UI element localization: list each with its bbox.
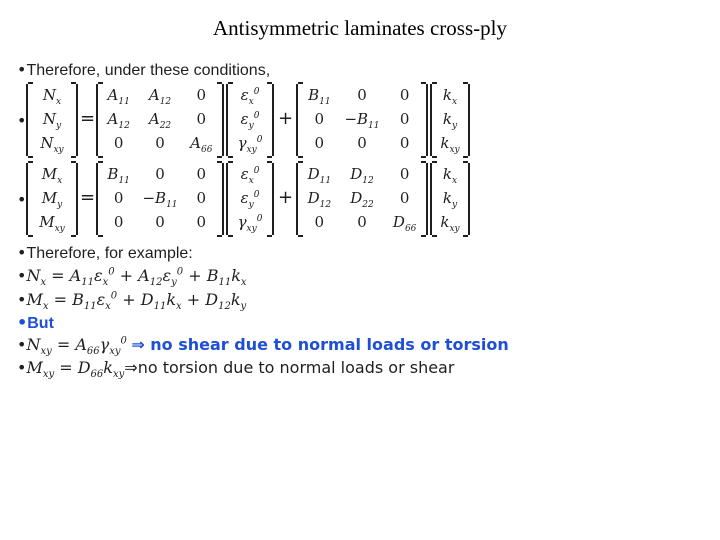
- example-intro-line: •Therefore, for example:: [17, 243, 193, 262]
- matrix-cell: 0: [113, 189, 124, 207]
- matrix-cell: $\varepsilon_y^0$: [240, 110, 260, 131]
- matrix-cell: $A_{22}$: [148, 110, 172, 131]
- matrix-cell: $D_{12}$: [307, 189, 332, 210]
- matrix-cell: $k_x$: [442, 165, 458, 186]
- force-vector-matrix: [26, 84, 78, 156]
- matrix-cell: 0: [357, 86, 367, 104]
- matrix-cell: $M_x$: [41, 165, 63, 186]
- a-matrix: [96, 84, 224, 156]
- matrix-cell: 0: [399, 165, 410, 183]
- matrix-cell: $B_{11}$: [308, 86, 331, 107]
- matrix-cell: $A_{11}$: [107, 86, 130, 107]
- nxy-expression: $N_{xy} = A_{66}\gamma_{xy}^0$: [26, 335, 127, 358]
- matrix-cell: $D_{11}$: [307, 165, 332, 186]
- matrix-cell: $k_x$: [442, 86, 458, 107]
- equals-sign: =: [80, 108, 96, 129]
- matrix-cell: 0: [196, 189, 207, 207]
- b-matrix: [296, 84, 428, 156]
- matrix-cell: $N_{xy}$: [40, 134, 64, 155]
- slide: Antisymmetric laminates cross-ply •Therefore, under these conditions, • $N_x$ $N_y$ $N_{xy}$ = $A_{11}$ $A_{12}$ 0 $A_{12}$ $A_{22}$ 0 0 0 $A_{66}$ $\varepsilon_x^0$ $\varepsilon_y^0$ $\gamma_{xy}^0$ + $B_{11}$ 0 0 0 $-B_{11}$ 0 0 0 0 $k_x$ $k_y$ $k_{xy}$ • $M_x$ $M_y$ $M_{xy}$ = $B_{11}$ 0 0 0 $-B_{11}$ 0 0 0 0 $\varepsilon_x^0$ $\varepsilon_y^0$ $\gamma_{xy}^0$ + $D_{11}$ $D_{12}$ 0 $D_{12}$ $D_{22}$ 0 0 0 $D_{66}$ $k_x$ $k_y$ $k_{xy}$ •Therefore, for example: $•N_x = A_{11}\varepsilon_x^0 + A_{12}\varepsilon_y^0 + B_{11}k_x$ $•M_x = B_{11}\varepsilon_x^0 + D_{11}k_x + D_{12}k_y$ •But $•N_{xy} = A_{66}\gamma_{xy}^0$ ⇒ no shear due to normal loads or torsion $•M_{xy}$ = $D_{66}k_{xy}\Rightarrow no$ torsion due to normal loads or shear: [0, 0, 720, 540]
- matrix-cell: $\varepsilon_x^0$: [240, 165, 260, 186]
- matrix-cell: $\gamma_{xy}^0$: [237, 213, 263, 234]
- but-line: •But: [17, 313, 54, 332]
- matrix-cell: $M_{xy}$: [39, 213, 65, 234]
- matrix-cell: 0: [155, 134, 165, 152]
- mx-expression: $M_x = B_{11}\varepsilon_x^0 + D_{11}k_x + D_{12}k_y$: [26, 290, 247, 313]
- matrix-cell: 0: [196, 86, 207, 104]
- matrix-cell: $B_{11}$: [107, 165, 130, 186]
- matrix-cell: 0: [399, 134, 410, 152]
- matrix-cell: 0: [314, 134, 325, 152]
- matrix-cell: 0: [196, 110, 207, 128]
- mxy-note: ⇒no torsion due to normal loads or shear: [124, 358, 455, 377]
- matrix-cell: $-B_{11}$: [142, 189, 178, 210]
- matrix-cell: 0: [155, 165, 165, 183]
- matrix-cell: $k_{xy}$: [440, 134, 460, 155]
- matrix-cell: 0: [314, 213, 325, 231]
- matrix-cell: $D_{22}$: [350, 189, 374, 210]
- matrix-cell: $\varepsilon_y^0$: [240, 189, 260, 210]
- mx-line: $•M_x = B_{11}\varepsilon_x^0 + D_{11}k_x + D_{12}k_y$: [17, 290, 247, 313]
- curvature-vector: [430, 84, 470, 156]
- matrix-cell: 0: [314, 110, 325, 128]
- b-matrix: [96, 163, 224, 235]
- matrix-cell: 0: [399, 110, 410, 128]
- nx-expression: $N_x = A_{11}\varepsilon_x^0 + A_{12}\varepsilon_y^0 + B_{11}k_x$: [26, 266, 247, 289]
- matrix-cell: 0: [113, 213, 124, 231]
- matrix-cell: $D_{12}$: [350, 165, 374, 186]
- slide-title: Antisymmetric laminates cross-ply: [213, 16, 507, 40]
- plus-sign: +: [278, 108, 294, 129]
- plus-sign: +: [278, 187, 294, 208]
- matrix-cell: $N_x$: [42, 86, 62, 107]
- matrix-cell: $D_{66}$: [392, 213, 417, 234]
- equals-sign: =: [80, 187, 96, 208]
- matrix-cell: $M_y$: [41, 189, 63, 210]
- midplane-strain-vector: [226, 163, 274, 235]
- matrix-cell: $A_{12}$: [107, 110, 130, 131]
- curvature-vector: [430, 163, 470, 235]
- matrix-cell: $k_{xy}$: [440, 213, 460, 234]
- matrix-cell: $A_{12}$: [148, 86, 172, 107]
- matrix-cell: $\gamma_{xy}^0$: [237, 134, 263, 155]
- mxy-expression: $M_{xy} = D_{66}k_{xy}$: [26, 358, 125, 381]
- nx-line: $•N_x = A_{11}\varepsilon_x^0 + A_{12}\varepsilon_y^0 + B_{11}k_x$: [17, 266, 247, 289]
- matrix-cell: $A_{66}$: [190, 134, 213, 155]
- moment-vector-matrix: [26, 163, 78, 235]
- matrix-cell: 0: [357, 213, 367, 231]
- matrix-cell: 0: [113, 134, 124, 152]
- matrix-cell: $N_y$: [42, 110, 62, 131]
- matrix-cell: 0: [155, 213, 165, 231]
- matrix-cell: 0: [196, 213, 207, 231]
- matrix-cell: $k_y$: [442, 110, 458, 131]
- matrix-cell: 0: [357, 134, 367, 152]
- matrix-cell: 0: [399, 189, 410, 207]
- nxy-note: ⇒ no shear due to normal loads or torsion: [131, 335, 509, 354]
- mxy-line: $•M_{xy}$ = $D_{66}k_{xy}\Rightarrow no$ torsion due to normal loads or shear: [17, 358, 455, 381]
- matrix-cell: 0: [399, 86, 410, 104]
- nxy-line: $•N_{xy} = A_{66}\gamma_{xy}^0$ ⇒ no shear due to normal loads or torsion: [17, 335, 509, 358]
- example-intro-text: Therefore, for example:: [26, 245, 193, 262]
- d-matrix: [296, 163, 428, 235]
- matrix-cell: $k_y$: [442, 189, 458, 210]
- matrix-cell: 0: [196, 165, 207, 183]
- matrix-cell: $\varepsilon_x^0$: [240, 86, 260, 107]
- midplane-strain-vector: [226, 84, 274, 156]
- but-text: But: [27, 315, 54, 332]
- matrix-cell: $-B_{11}$: [344, 110, 380, 131]
- intro-line: •Therefore, under these conditions,: [17, 60, 271, 79]
- intro-text: Therefore, under these conditions,: [26, 62, 271, 79]
